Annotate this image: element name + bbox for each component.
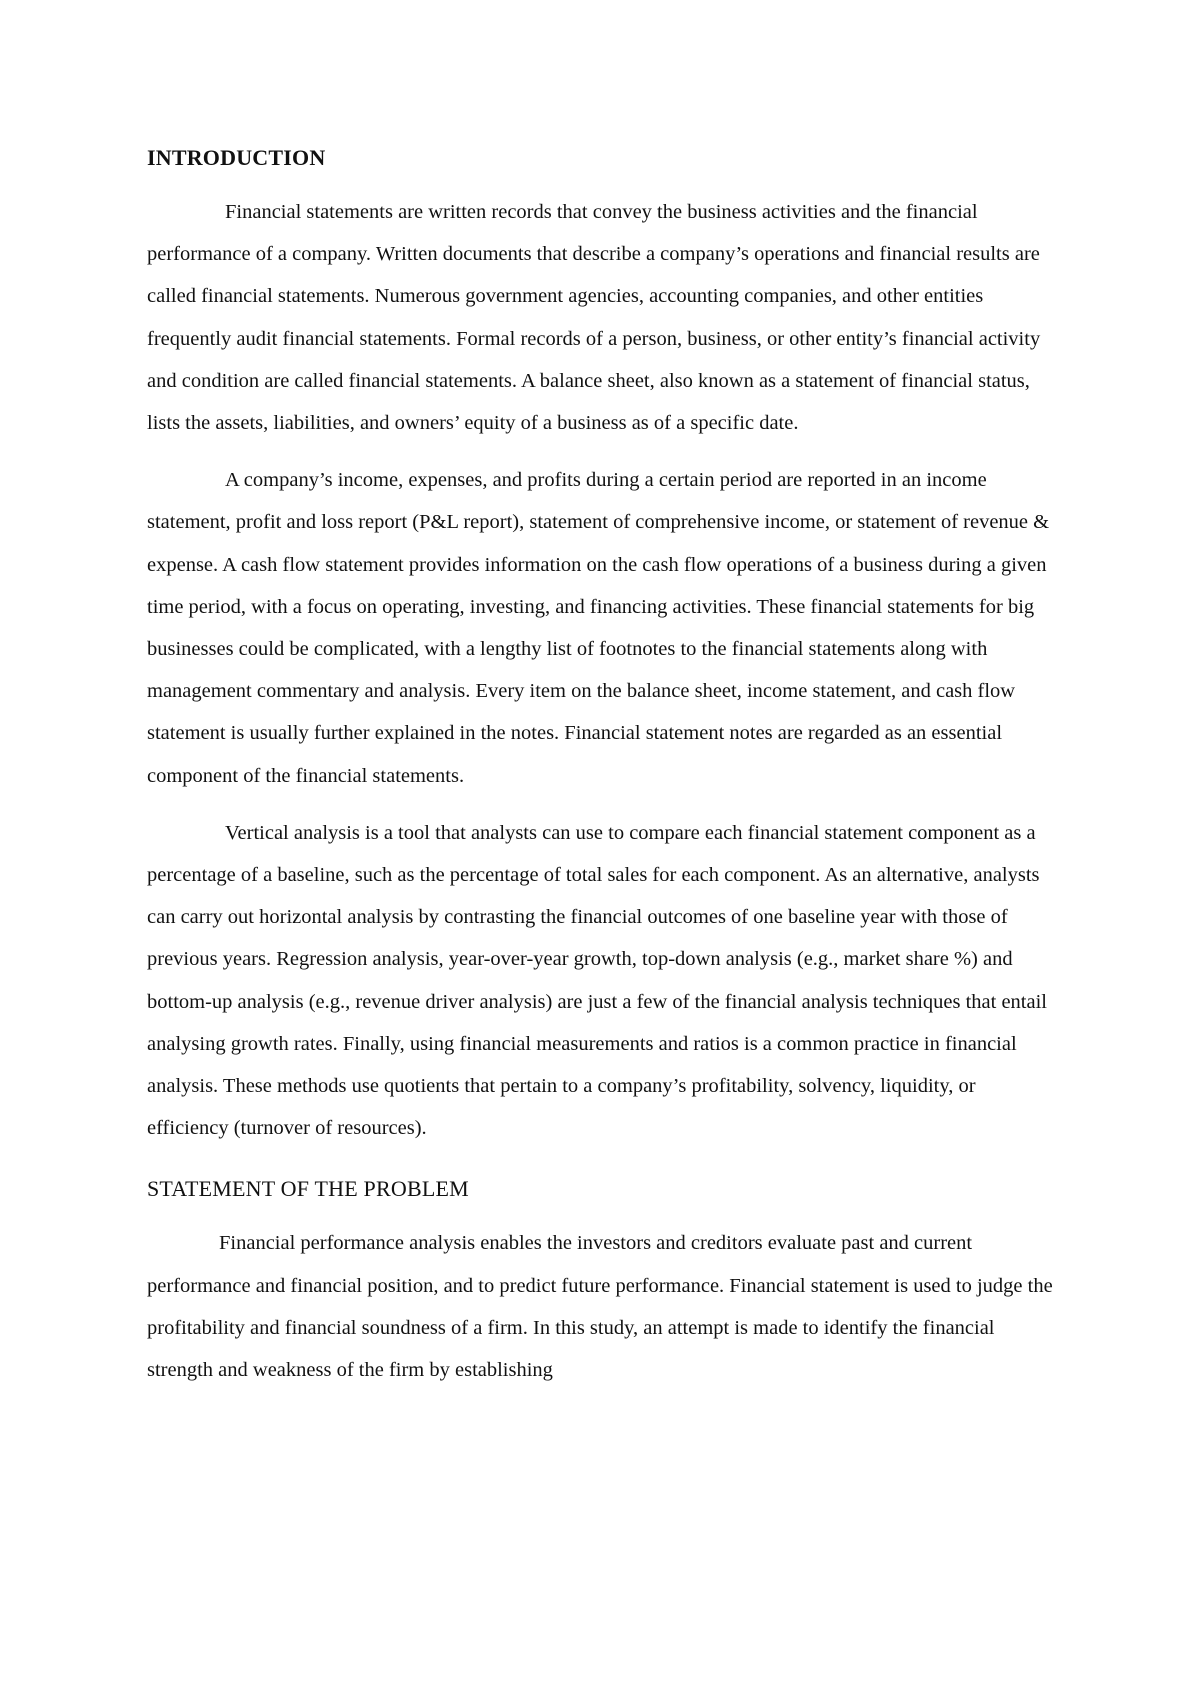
introduction-paragraph-2: A company’s income, expenses, and profits during a certain period are reported in an income statement, profit and loss report (P&L report), statement of comprehensive income, or statement of revenue & expense. A cash flow statement provides information on the cash flow operations of a business during a given time period, with a focus on operating, investing, and financing activities. These financial statements for big businesses could be complicated, with a lengthy list of footnotes to the financial statements along with management commentary and analysis. Every item on the balance sheet, income statement, and cash flow statement is usually further explained in the notes. Financial statement notes are regarded as an essential component of the financial statements. xyxy=(147,469,1050,787)
introduction-paragraph-3: Vertical analysis is a tool that analysts can use to compare each financial statement component as a percentage of a baseline, such as the percentage of total sales for each component. As an alternative, analysts can carry out horizontal analysis by contrasting the financial outcomes of one baseline year with those of previous years. Regression analysis, year-over-year growth, top-down analysis (e.g., market share %) and bottom-up analysis (e.g., revenue driver analysis) are just a few of the financial analysis techniques that entail analysing growth rates. Finally, using financial measurements and ratios is a common practice in financial analysis. These methods use quotients that pertain to a company’s profitability, solvency, liquidity, or efficiency (turnover of resources). xyxy=(147,821,1047,1140)
section-heading-statement-of-problem: STATEMENT OF THE PROBLEM xyxy=(147,1176,469,1202)
introduction-paragraph-1: Financial statements are written records that convey the business activities and the financial performance of a company. Written documents that describe a company’s operations and financial results are called financial statements. Numerous government agencies, accounting companies, and other entities frequently audit financial statements. Formal records of a person, business, or other entity’s financial activity and condition are called financial statements. A balance sheet, also known as a statement of financial status, lists the assets, liabilities, and owners’ equity of a business as of a specific date. xyxy=(147,201,1041,435)
problem-paragraph-1: Financial performance analysis enables the investors and creditors evaluate past and current performance and financial position, and to predict future performance. Financial statement is used to judge the profitability and financial soundness of a firm. In this study, an attempt is made to identify the financial strength and weakness of the firm by establishing xyxy=(147,1232,1053,1382)
section-heading-introduction: INTRODUCTION xyxy=(147,145,326,170)
document-body xyxy=(147,143,1062,1391)
